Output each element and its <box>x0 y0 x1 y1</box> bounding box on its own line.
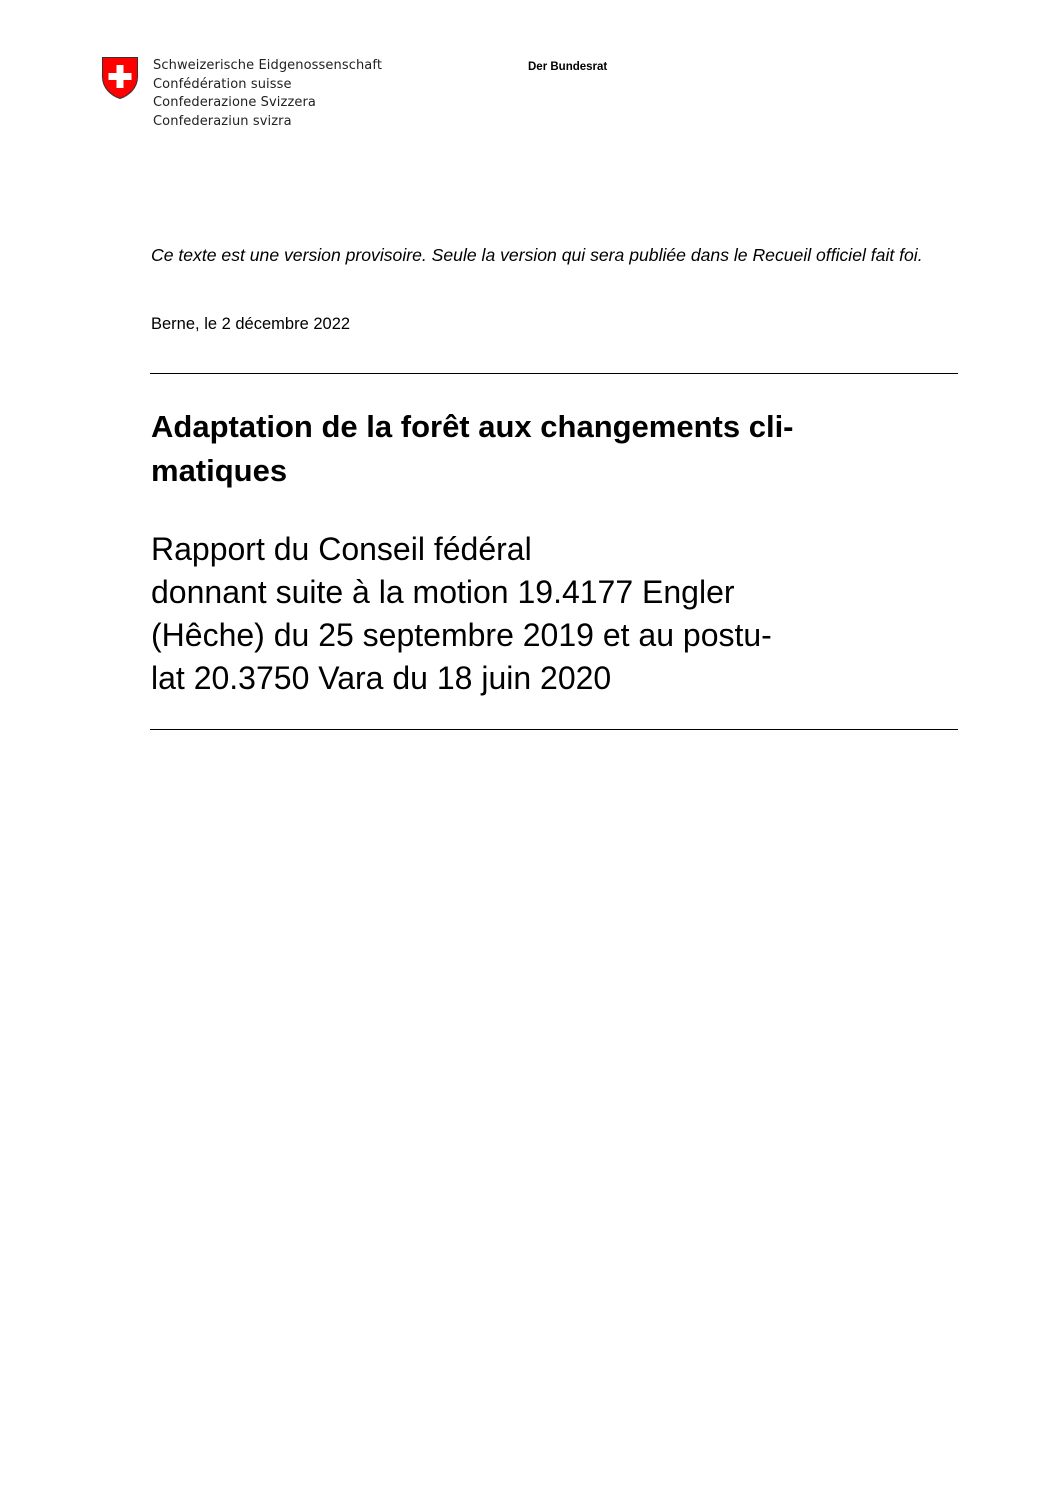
subtitle-line: (Hêche) du 25 septembre 2019 et au postu- <box>151 617 772 653</box>
swiss-coat-of-arms-icon <box>101 56 139 100</box>
subtitle-line: lat 20.3750 Vara du 18 juin 2020 <box>151 660 612 696</box>
divider-top <box>150 373 958 374</box>
subtitle-line: donnant suite à la motion 19.4177 Engler <box>151 574 735 610</box>
title-line: Adaptation de la forêt aux changements cli- <box>151 409 794 444</box>
subtitle-line: Rapport du Conseil fédéral <box>151 531 532 567</box>
authority-label: Der Bundesrat <box>528 61 608 73</box>
title-line: matiques <box>151 453 288 488</box>
org-name-german: Schweizerische Eidgenossenschaft <box>153 58 383 73</box>
org-name-italian: Confederazione Svizzera <box>153 95 316 110</box>
divider-bottom <box>150 729 958 730</box>
date-line: Berne, le 2 décembre 2022 <box>151 315 351 333</box>
org-name-romansh: Confederaziun svizra <box>153 113 292 129</box>
provisional-disclaimer: Ce texte est une version provisoire. Seule la version qui sera publiée dans le Recueil officiel fait foi. <box>151 245 923 265</box>
document-title <box>151 405 959 493</box>
org-name-french: Confédération suisse <box>153 76 292 92</box>
organisation-names <box>153 57 382 131</box>
document-subtitle <box>151 528 959 700</box>
